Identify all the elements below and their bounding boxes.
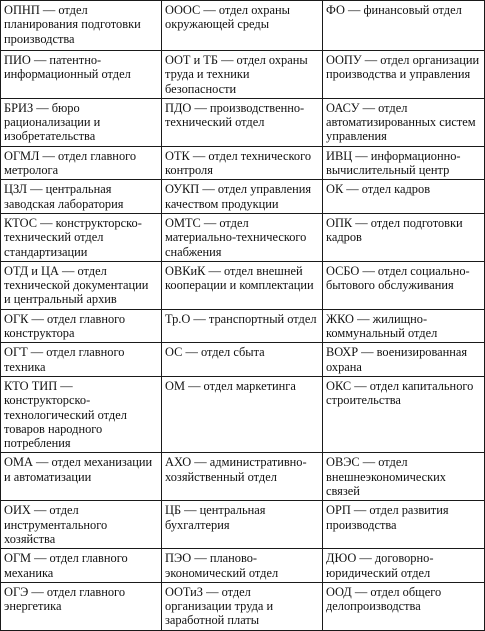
- table-cell: ИВЦ — информационно-вычислительный центр: [323, 146, 485, 180]
- table-cell: ОМ — отдел маркетинга: [162, 376, 323, 452]
- table-cell: ОРП — отдел развития производства: [323, 501, 485, 549]
- table-cell: ОМА — отдел механизации и автоматизации: [1, 453, 162, 501]
- table-cell: ПДО — производственно-технический отдел: [162, 98, 323, 146]
- table-row: [1, 146, 485, 180]
- table-cell: ОТД и ЦА — отдел технической документации и центральный архив: [1, 261, 162, 309]
- table-row: [1, 376, 485, 452]
- table-cell: ОС — отдел сбыта: [162, 343, 323, 377]
- table-cell: ДЮО — договорно-юридический отдел: [323, 549, 485, 583]
- table-cell: ОВКиК — отдел внешней кооперации и комплектации: [162, 261, 323, 309]
- table-cell: ОПК — отдел подготовки кадров: [323, 213, 485, 261]
- table-cell: АХО — административно-хозяйственный отдел: [162, 453, 323, 501]
- table-cell: ОВЭС — отдел внешнеэкономических связей: [323, 453, 485, 501]
- table-cell: ОК — отдел кадров: [323, 180, 485, 214]
- table-cell: ОУКП — отдел управления качеством продукции: [162, 180, 323, 214]
- table-cell: ОГТ — отдел главного техника: [1, 343, 162, 377]
- table-row: [1, 453, 485, 501]
- table-cell: ОСБО — отдел социально-бытового обслуживания: [323, 261, 485, 309]
- table-row: [1, 343, 485, 377]
- table-cell: ОПНП — отдел планирования подготовки производства: [1, 1, 162, 51]
- table-cell: КТО ТИП — конструкторско-технологический отдел товаров народного потребления: [1, 376, 162, 452]
- table-cell: ОТК — отдел технического контроля: [162, 146, 323, 180]
- table-cell: ОИХ — отдел инструментального хозяйства: [1, 501, 162, 549]
- table-cell: ФО — финансовый отдел: [323, 1, 485, 51]
- table-row: [1, 582, 485, 630]
- table-cell: ОГМЛ — отдел главного метролога: [1, 146, 162, 180]
- table-cell: ООТ и ТБ — отдел охраны труда и техники безопасности: [162, 51, 323, 99]
- table-cell: ООПУ — отдел организации производства и управления: [323, 51, 485, 99]
- table-row: [1, 549, 485, 583]
- table-cell: ЦБ — центральная бухгалтерия: [162, 501, 323, 549]
- table-cell: ОМТС — отдел материально-технического снабжения: [162, 213, 323, 261]
- table-row: [1, 180, 485, 214]
- table-row: [1, 501, 485, 549]
- table-cell: КТОС — конструкторско-технический отдел стандартизации: [1, 213, 162, 261]
- table-cell: Тр.О — транспортный отдел: [162, 309, 323, 343]
- table-cell: ЦЗЛ — центральная заводская лаборатория: [1, 180, 162, 214]
- table-cell: ПЭО — планово-экономический отдел: [162, 549, 323, 583]
- table-cell: ОООС — отдел охраны окружающей среды: [162, 1, 323, 51]
- table-cell: ОГМ — отдел главного механика: [1, 549, 162, 583]
- table-row: [1, 261, 485, 309]
- table-cell: ОАСУ — отдел автоматизированных систем управления: [323, 98, 485, 146]
- table-row: [1, 213, 485, 261]
- table-row: [1, 309, 485, 343]
- table-cell: ЖКО — жилищно-коммунальный отдел: [323, 309, 485, 343]
- table-cell: ПИО — патентно-информационный отдел: [1, 51, 162, 99]
- table-cell: ВОХР — военизированная охрана: [323, 343, 485, 377]
- table-cell: ОГК — отдел главного конструктора: [1, 309, 162, 343]
- table-row: [1, 51, 485, 99]
- table-row: [1, 1, 485, 51]
- table-cell: ОГЭ — отдел главного энергетика: [1, 582, 162, 630]
- table-cell: ООТиЗ — отдел организации труда и заработной платы: [162, 582, 323, 630]
- table-cell: БРИЗ — бюро рационализации и изобретательства: [1, 98, 162, 146]
- table-cell: ОКС — отдел капитального строительства: [323, 376, 485, 452]
- table-row: [1, 98, 485, 146]
- table-cell: ООД — отдел общего делопроизводства: [323, 582, 485, 630]
